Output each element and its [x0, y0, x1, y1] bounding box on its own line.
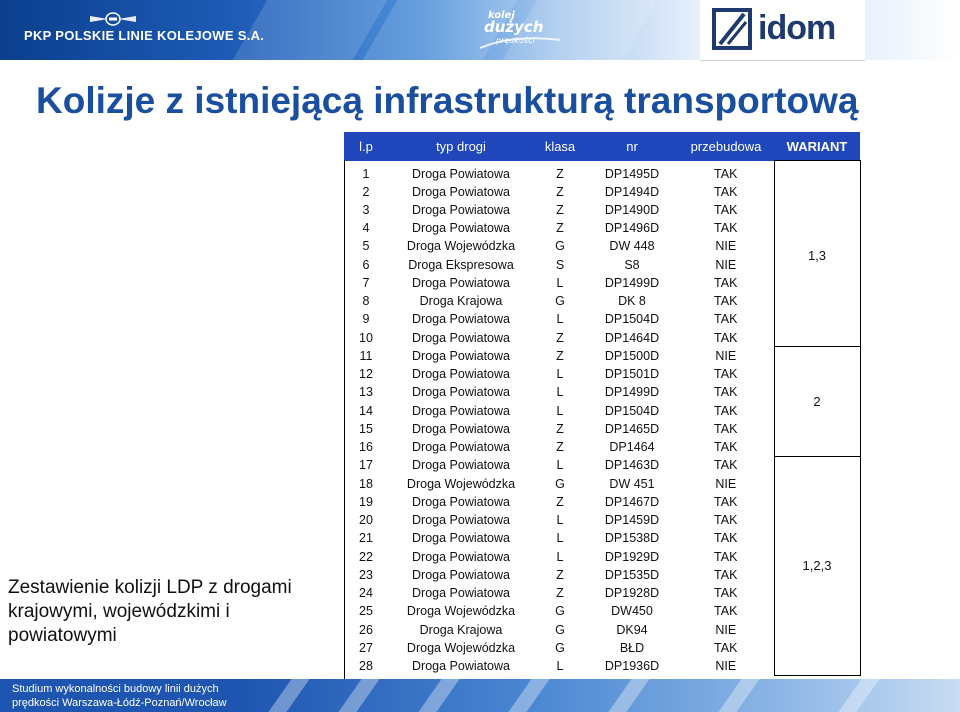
- cell-klasa: L: [556, 549, 564, 564]
- cell-klasa: Z: [556, 166, 564, 181]
- cell-typ-drogi: Droga Powiatowa: [412, 586, 510, 601]
- cell-przebudowa: TAK: [714, 221, 738, 236]
- cell-typ-drogi: Droga Powiatowa: [412, 513, 510, 528]
- footer-line2: prędkości Warszawa-Łódź-Poznań/Wrocław: [12, 697, 227, 709]
- cell-nr: DP1501D: [604, 367, 660, 382]
- cell-klasa: G: [555, 622, 565, 637]
- cell-nr: DP1499D: [604, 385, 660, 400]
- cell-typ-drogi: Droga Powiatowa: [412, 421, 510, 436]
- cell-nr: DW 451: [609, 476, 655, 491]
- cell-nr: DP1496D: [604, 221, 660, 236]
- cell-lp: 3: [362, 202, 370, 217]
- cell-typ-drogi: Droga Powiatowa: [412, 202, 510, 217]
- kolej-duzych-predkosci-logo: [474, 4, 564, 54]
- cell-lp: 6: [362, 257, 370, 272]
- cell-klasa: Z: [556, 330, 564, 345]
- cell-typ-drogi: Droga Powiatowa: [412, 440, 510, 455]
- cell-nr: DK 8: [618, 294, 646, 309]
- cell-przebudowa: TAK: [714, 385, 738, 400]
- cell-typ-drogi: Droga Powiatowa: [412, 312, 510, 327]
- kdp-logo-line1: kolej: [488, 10, 515, 21]
- cell-nr: DW 448: [609, 239, 655, 254]
- header-wariant: WARIANT: [774, 132, 860, 161]
- cell-typ-drogi: Droga Krajowa: [419, 294, 503, 309]
- cell-klasa: Z: [556, 567, 564, 582]
- collisions-table: [344, 132, 861, 676]
- cell-nr: DP1495D: [604, 166, 660, 181]
- cell-wariant-group: 2: [774, 347, 860, 457]
- cell-typ-drogi: Droga Wojewódzka: [406, 640, 516, 655]
- cell-przebudowa: NIE: [715, 476, 737, 491]
- cell-typ-drogi: Droga Powiatowa: [412, 385, 510, 400]
- cell-typ-drogi: Droga Krajowa: [419, 622, 503, 637]
- cell-przebudowa: TAK: [714, 458, 738, 473]
- cell-przebudowa: TAK: [714, 403, 738, 418]
- cell-lp: 4: [362, 221, 370, 236]
- cell-klasa: G: [555, 239, 565, 254]
- table-row: [344, 347, 860, 365]
- side-note: Zestawienie kolizji LDP z drogami krajowymi, wojewódzkimi i powiatowymi: [8, 577, 292, 646]
- collisions-table-wrap: [344, 132, 848, 676]
- pkp-banner: [0, 0, 700, 60]
- kdp-logo-line2: dużych: [484, 18, 544, 36]
- cell-przebudowa: TAK: [714, 549, 738, 564]
- cell-klasa: Z: [556, 221, 564, 236]
- header-przebudowa: przebudowa: [678, 132, 774, 161]
- cell-typ-drogi: Droga Powiatowa: [412, 367, 510, 382]
- cell-nr: DP1535D: [604, 567, 660, 582]
- cell-nr: DP1464D: [604, 330, 660, 345]
- cell-wariant-group: 1,3: [774, 161, 860, 347]
- cell-nr: DK94: [616, 622, 648, 637]
- cell-lp: 21: [359, 531, 373, 546]
- cell-lp: 23: [359, 567, 373, 582]
- cell-lp: 16: [359, 440, 373, 455]
- cell-lp: 7: [362, 275, 370, 290]
- table-body: [344, 161, 860, 676]
- cell-nr: DP1500D: [604, 348, 660, 363]
- cell-lp: 22: [359, 549, 373, 564]
- cell-przebudowa: NIE: [715, 239, 737, 254]
- cell-klasa: Z: [556, 202, 564, 217]
- header-band: [0, 0, 960, 60]
- cell-przebudowa: NIE: [715, 348, 737, 363]
- cell-typ-drogi: Droga Powiatowa: [412, 275, 510, 290]
- cell-klasa: S: [555, 257, 565, 272]
- cell-przebudowa: TAK: [714, 604, 738, 619]
- cell-klasa: Z: [556, 440, 564, 455]
- cell-typ-drogi: Droga Wojewódzka: [406, 239, 516, 254]
- cell-lp: 15: [359, 421, 373, 436]
- cell-nr: DP1504D: [604, 312, 660, 327]
- cell-przebudowa: TAK: [714, 440, 738, 455]
- cell-klasa: L: [556, 659, 564, 674]
- cell-typ-drogi: Droga Powiatowa: [412, 166, 510, 181]
- cell-lp: 10: [359, 330, 373, 345]
- cell-klasa: G: [555, 604, 565, 619]
- cell-klasa: G: [555, 640, 565, 655]
- cell-typ-drogi: Droga Powiatowa: [412, 531, 510, 546]
- cell-przebudowa: TAK: [714, 330, 738, 345]
- cell-przebudowa: TAK: [714, 421, 738, 436]
- cell-nr: DP1467D: [604, 494, 660, 509]
- header-klasa: klasa: [534, 132, 586, 161]
- kdp-logo-line3: prędkości: [496, 36, 535, 45]
- cell-lp: 11: [359, 348, 373, 363]
- cell-przebudowa: TAK: [714, 202, 738, 217]
- cell-lp: 27: [359, 640, 373, 655]
- cell-typ-drogi: Droga Powiatowa: [412, 494, 510, 509]
- cell-klasa: L: [556, 367, 564, 382]
- cell-lp: 2: [362, 184, 370, 199]
- cell-lp: 14: [359, 403, 373, 418]
- cell-nr: DP1494D: [604, 184, 660, 199]
- table-row: [344, 456, 860, 474]
- cell-typ-drogi: Droga Powiatowa: [412, 348, 510, 363]
- cell-przebudowa: TAK: [714, 294, 738, 309]
- cell-klasa: G: [555, 476, 565, 491]
- cell-klasa: Z: [556, 348, 564, 363]
- cell-przebudowa: TAK: [714, 166, 738, 181]
- header-lp: l.p: [344, 132, 388, 161]
- cell-lp: 24: [359, 586, 373, 601]
- cell-klasa: Z: [556, 184, 564, 199]
- cell-typ-drogi: Droga Powiatowa: [412, 330, 510, 345]
- cell-przebudowa: TAK: [714, 586, 738, 601]
- footer-text: [12, 682, 227, 710]
- cell-nr: DP1929D: [604, 549, 660, 564]
- cell-przebudowa: NIE: [715, 659, 737, 674]
- cell-typ-drogi: Droga Wojewódzka: [406, 476, 516, 491]
- header-nr: nr: [586, 132, 678, 161]
- cell-typ-drogi: Droga Powiatowa: [412, 549, 510, 564]
- idom-logo-text: idom: [758, 9, 836, 47]
- cell-klasa: G: [555, 294, 565, 309]
- cell-typ-drogi: Droga Wojewódzka: [406, 604, 516, 619]
- footer-line1: Studium wykonalności budowy linii dużych: [12, 683, 219, 695]
- cell-typ-drogi: Droga Powiatowa: [412, 403, 510, 418]
- cell-typ-drogi: Droga Powiatowa: [412, 221, 510, 236]
- cell-przebudowa: NIE: [715, 257, 737, 272]
- cell-typ-drogi: Droga Powiatowa: [412, 567, 510, 582]
- cell-wariant-group: 1,2,3: [774, 456, 860, 675]
- header-right-strip: [865, 0, 960, 60]
- cell-przebudowa: NIE: [715, 622, 737, 637]
- cell-klasa: L: [556, 275, 564, 290]
- cell-nr: DP1499D: [604, 275, 660, 290]
- table-row: [344, 161, 860, 183]
- cell-nr: DP1928D: [604, 586, 660, 601]
- table-header-row: [344, 132, 860, 161]
- cell-nr: DW450: [611, 604, 653, 619]
- cell-przebudowa: TAK: [714, 531, 738, 546]
- cell-lp: 1: [362, 166, 370, 181]
- cell-przebudowa: TAK: [714, 640, 738, 655]
- cell-klasa: Z: [556, 494, 564, 509]
- cell-lp: 9: [362, 312, 370, 327]
- cell-klasa: L: [556, 458, 564, 473]
- cell-typ-drogi: Droga Powiatowa: [412, 458, 510, 473]
- header-typ-drogi: typ drogi: [388, 132, 534, 161]
- cell-typ-drogi: Droga Powiatowa: [412, 659, 510, 674]
- cell-klasa: L: [556, 385, 564, 400]
- cell-klasa: L: [556, 312, 564, 327]
- cell-lp: 19: [359, 494, 373, 509]
- cell-nr: DP1936D: [604, 659, 660, 674]
- page-title: Kolizje z istniejącą infrastrukturą transportową: [36, 80, 859, 121]
- cell-klasa: L: [556, 513, 564, 528]
- idom-logo-box: [700, 0, 865, 61]
- cell-nr: DP1538D: [604, 531, 660, 546]
- cell-typ-drogi: Droga Ekspresowa: [408, 257, 514, 272]
- cell-lp: 28: [359, 659, 373, 674]
- footer: [0, 679, 960, 712]
- cell-nr: DP1504D: [604, 403, 660, 418]
- cell-przebudowa: TAK: [714, 312, 738, 327]
- cell-lp: 8: [362, 294, 370, 309]
- cell-lp: 25: [359, 604, 373, 619]
- cell-nr: DP1459D: [604, 513, 660, 528]
- cell-nr: DP1490D: [604, 202, 660, 217]
- cell-lp: 12: [359, 367, 373, 382]
- cell-lp: 17: [359, 458, 373, 473]
- cell-przebudowa: TAK: [714, 567, 738, 582]
- cell-klasa: Z: [556, 421, 564, 436]
- cell-klasa: L: [556, 531, 564, 546]
- cell-nr: S8: [624, 257, 640, 272]
- cell-nr: DP1463D: [604, 458, 660, 473]
- cell-nr: DP1464: [609, 440, 655, 455]
- cell-przebudowa: TAK: [714, 275, 738, 290]
- cell-lp: 18: [359, 476, 373, 491]
- pkp-winged-logo-icon: [88, 10, 138, 28]
- cell-przebudowa: TAK: [714, 494, 738, 509]
- cell-lp: 13: [359, 385, 373, 400]
- idom-mark-icon: [712, 8, 752, 50]
- cell-przebudowa: TAK: [714, 513, 738, 528]
- cell-klasa: Z: [556, 586, 564, 601]
- cell-lp: 26: [359, 622, 373, 637]
- cell-lp: 20: [359, 513, 373, 528]
- pkp-company-name: PKP POLSKIE LINIE KOLEJOWE S.A.: [24, 28, 265, 43]
- cell-klasa: L: [556, 403, 564, 418]
- cell-przebudowa: TAK: [714, 367, 738, 382]
- cell-lp: 5: [362, 239, 370, 254]
- cell-nr: BŁD: [619, 640, 645, 655]
- cell-nr: DP1465D: [604, 421, 660, 436]
- cell-typ-drogi: Droga Powiatowa: [412, 184, 510, 199]
- cell-przebudowa: TAK: [714, 184, 738, 199]
